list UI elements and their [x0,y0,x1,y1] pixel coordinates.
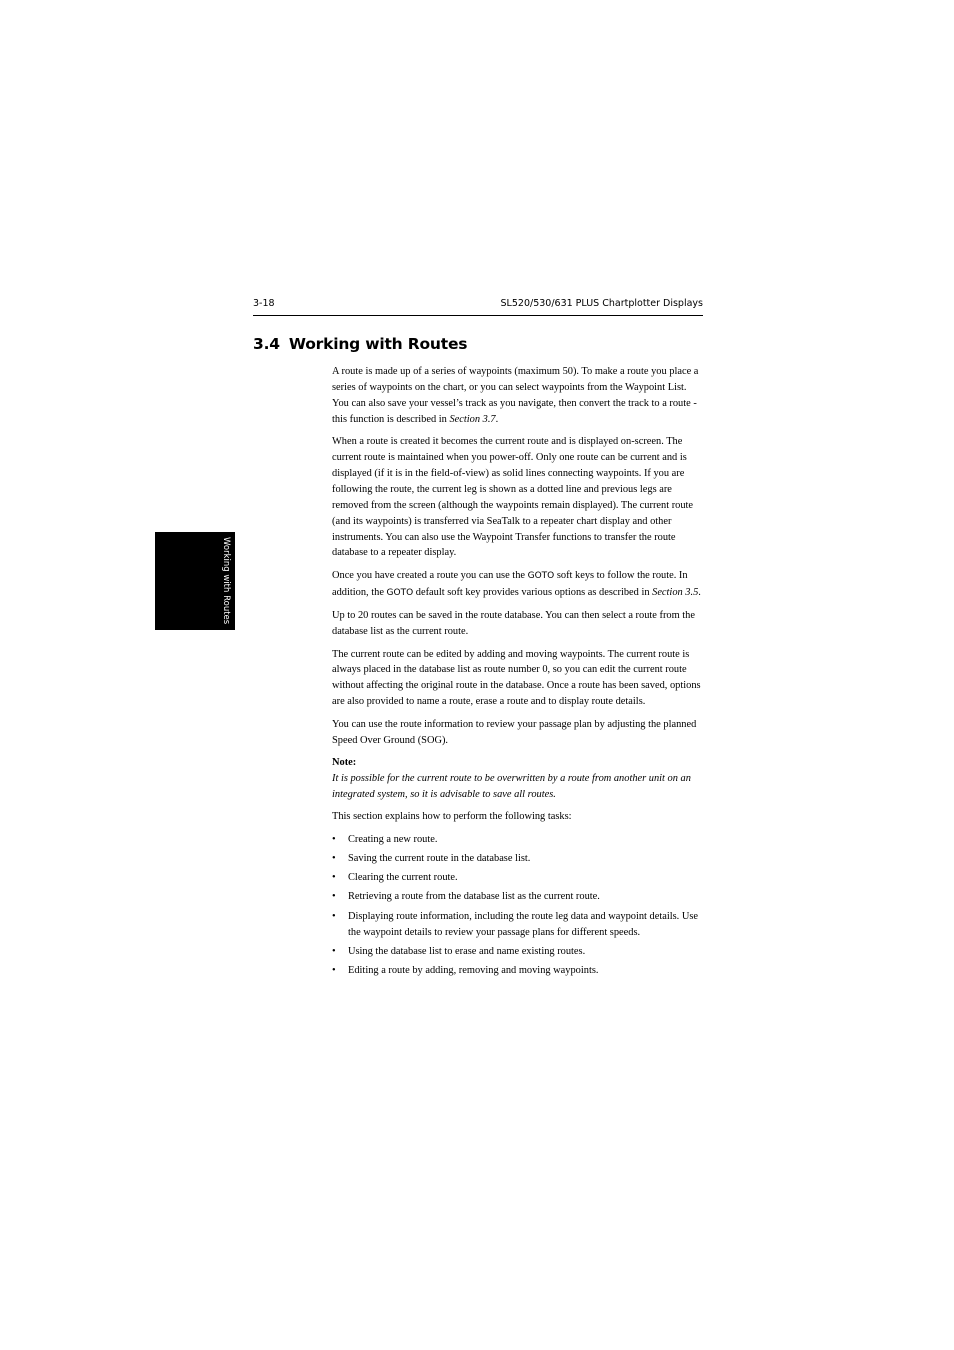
paragraph-editing: The current route can be edited by adding and moving waypoints. The current route is always placed in the database list as route number 0, so you can edit the current route without affecting the original route in the database. Once a route has been saved, options are also provided to name a route, erase a route and to display route details. [332,648,701,708]
section-heading [253,335,467,353]
list-item [332,832,704,848]
paragraph-current-route: When a route is created it becomes the current route and is displayed on-screen. The current route is maintained when you power-off. Only one route can be current and is displayed (if it is in the field-of-view) as solid lines connecting waypoints. If you are following the route, the current leg is shown as a dotted line and previous legs are removed from the screen (although the waypoints remain displayed). The current route (and its waypoints) is transferred via SeaTalk to a repeater chart display and other instruments. You can also use the Waypoint Transfer functions to transfer the route database to a repeater display. [332,436,694,559]
paragraph-text: A route is made up of a series of waypoints (maximum 50). To make a route you place a series of waypoints on the chart, or you can select waypoints from the Waypoint List. You can also save your vessel’s track as you navigate, then convert the track to a route - this function is described in [332,366,699,425]
chapter-side-tab-label: Working with Routes [221,537,231,625]
paragraph-text: Once you have created a route you can use the [332,569,528,581]
paragraph-text: soft keys to follow the route. In addition, the [332,569,688,598]
section-title: Working with Routes [288,335,468,353]
page-header [253,297,703,316]
list-item [332,963,704,979]
manual-title: SL520/530/631 PLUS Chartplotter Displays [500,298,703,309]
list-item-text: Creating a new route. [348,833,438,845]
bullet: • [332,852,336,864]
section-reference: Section 3.7 [449,413,496,425]
section-reference: Section 3.5 [652,586,699,598]
section-body [332,364,704,983]
page-number: 3-18 [253,298,275,309]
tasks-intro: This section explains how to perform the following tasks: [332,811,572,823]
list-item [332,909,704,941]
list-item [332,870,704,886]
bullet: • [332,965,336,977]
paragraph-route-database: Up to 20 routes can be saved in the route database. You can then select a route from the database list as the current route. [332,610,695,638]
softkey-name: GOTO [386,587,414,598]
list-item-text: Retrieving a route from the database list as the current route. [348,891,600,903]
list-item-text: Editing a route by adding, removing and moving waypoints. [348,965,599,977]
bullet: • [332,945,336,957]
paragraph-text: . [495,413,499,425]
list-item-text: Using the database list to erase and name existing routes. [348,945,586,957]
list-item [332,944,704,960]
list-item [332,851,704,867]
list-item-text: Displaying route information, including the route leg data and waypoint details. Use the waypoint details to review your passage plans for different speeds. [348,910,699,938]
bullet: • [332,891,336,903]
softkey-name: GOTO [527,570,555,581]
paragraph-route-definition [332,364,704,428]
task-list [332,832,704,980]
note-label: Note: [332,756,357,768]
note-text: It is possible for the current route to be overwritten by a route from another unit on an integrated system, so it is advisable to save all routes. [332,772,691,800]
paragraph-goto [332,568,704,602]
section-number: 3.4 [253,335,280,353]
paragraph-text: . [698,586,701,598]
list-item-text: Saving the current route in the database list. [348,852,531,864]
bullet: • [332,833,336,845]
paragraph-text: default soft key provides various options as described in [413,586,653,598]
list-item [332,889,704,905]
bullet: • [332,872,336,884]
list-item-text: Clearing the current route. [348,872,458,884]
bullet: • [332,910,336,922]
paragraph-route-information: You can use the route information to review your passage plan by adjusting the planned Speed Over Ground (SOG). [332,718,697,746]
